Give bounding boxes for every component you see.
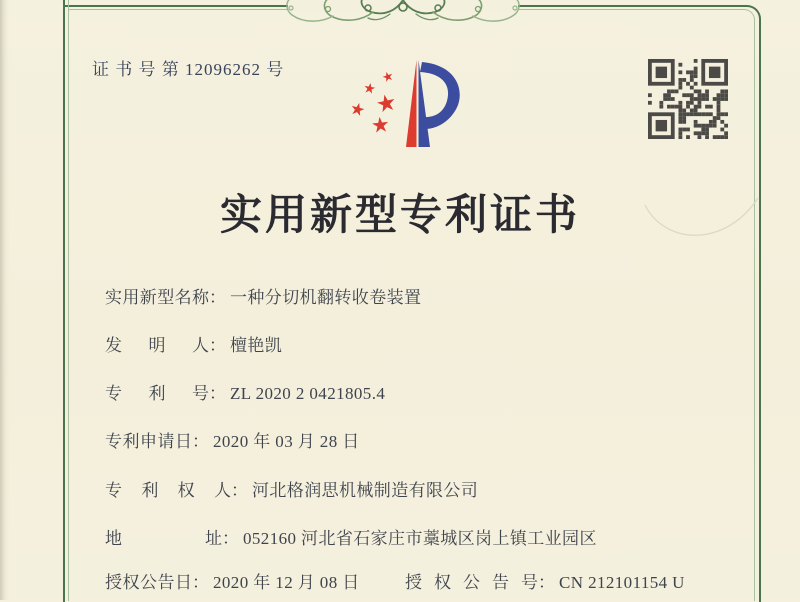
star-icon: ★: [347, 98, 368, 121]
field-label: 专利号: [105, 384, 209, 403]
field-value: 2020 年 03 月 28 日: [213, 432, 360, 451]
field-row-patent-number: [105, 379, 385, 404]
star-icon: ★: [373, 89, 399, 118]
label-colon: ：: [192, 573, 209, 592]
qr-code: [648, 59, 728, 139]
label-colon: ：: [209, 336, 226, 355]
field-label: 地址: [105, 529, 222, 548]
field-label: 授权公告号: [405, 573, 538, 592]
field-value: 一种分切机翻转收卷装置: [230, 288, 422, 307]
certificate-title: 实用新型专利证书: [219, 193, 580, 239]
label-colon: ：: [231, 481, 248, 500]
field-value: 檀艳凯: [230, 336, 283, 355]
china-patent-logo: [345, 56, 467, 152]
label-colon: ：: [538, 573, 555, 592]
certificate-number: 证 书 号 第 12096262 号: [92, 60, 285, 79]
field-value: 052160 河北省石家庄市藁城区岗上镇工业园区: [243, 529, 597, 548]
field-value: 河北格润思机械制造有限公司: [252, 481, 479, 500]
field-value: CN 212101154 U: [559, 573, 685, 592]
field-label: 实用新型名称: [105, 288, 209, 307]
star-icon: ★: [361, 81, 377, 98]
field-row-filing-date: [105, 427, 360, 452]
star-icon: ★: [369, 112, 391, 138]
border-stub: [63, 0, 65, 6]
field-label: 专利申请日: [105, 432, 192, 451]
field-row-utility-model-name: [105, 283, 421, 308]
field-label: 授权公告日: [105, 573, 192, 592]
star-icon: ★: [379, 67, 396, 86]
label-colon: ：: [222, 529, 239, 548]
label-colon: ：: [209, 384, 226, 403]
scan-edge-shadow: [0, 0, 9, 600]
field-value: 2020 年 12 月 08 日: [213, 573, 360, 592]
field-row-inventor: [105, 331, 282, 356]
border-stub: [68, 0, 69, 10]
field-row-grant-number: [405, 568, 685, 593]
label-colon: ：: [209, 288, 226, 307]
field-label: 发明人: [105, 336, 209, 355]
field-row-address: [105, 524, 597, 549]
field-row-grant-date: [105, 568, 360, 593]
green-scroll-ornament-icon: [278, 0, 528, 26]
field-value: ZL 2020 2 0421805.4: [230, 384, 386, 403]
field-row-patentee: [105, 476, 478, 501]
field-label: 专利权人: [105, 481, 231, 500]
label-colon: ：: [192, 432, 209, 451]
